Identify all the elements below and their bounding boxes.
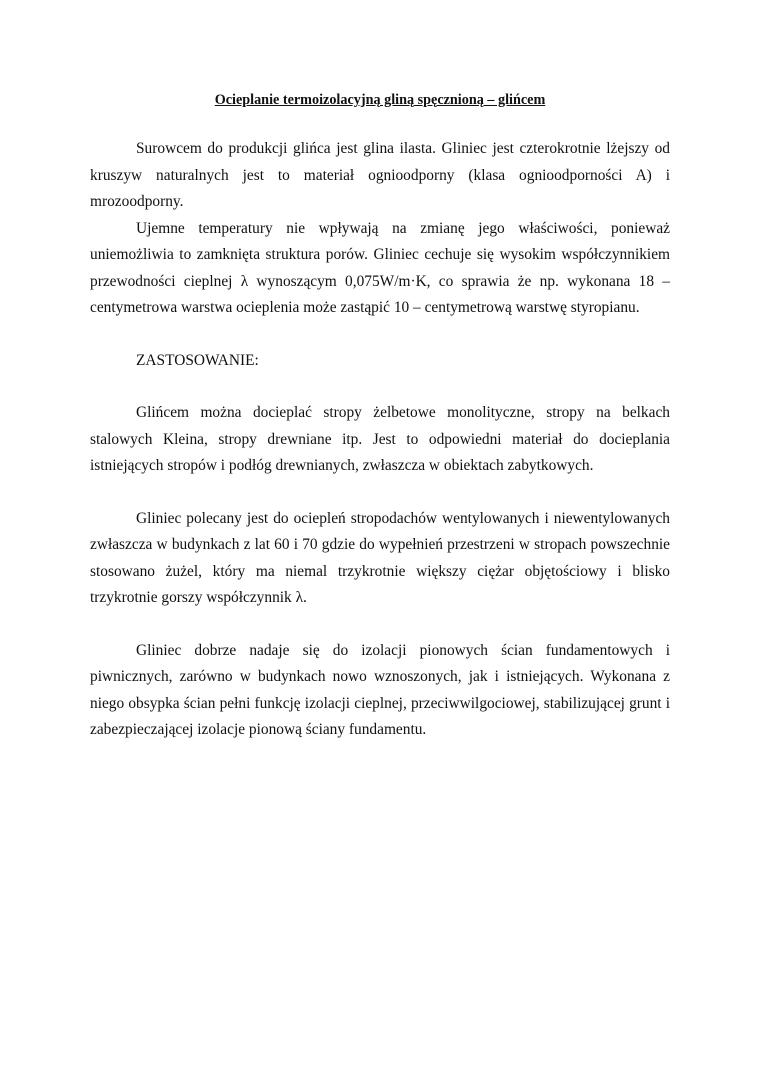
spacer [90, 480, 670, 506]
section-heading: ZASTOSOWANIE: [136, 351, 259, 369]
paragraph-roofs: Gliniec polecany jest do ociepleń stropodachów wentylowanych i niewentylowanych zwłaszcza w budynkach z lat 60 i 70 gdzie do wypełnień przestrzeni w stropach powszechnie stosowano żużel, który ma niemal trzykrotnie większy ciężar objętościowy i blisko trzykrotnie gorszy współczynnik λ. [90, 509, 670, 606]
spacer [90, 612, 670, 638]
page-title: Ocieplanie termoizolacyjną gliną spęcznioną – glińcem [214, 92, 546, 108]
paragraph-foundations: Gliniec dobrze nadaje się do izolacji pionowych ścian fundamentowych i piwnicznych, zarówno w budynkach nowo wznoszonych, jak i istniejących. Wykonana z niego obsypka ścian pełni funkcję izolacji cieplnej, przeciwwilgociowej, stabilizującej grunt i zabezpieczającej izolacje pionową ściany fundamentu. [90, 641, 670, 738]
paragraph-raw-material: Surowcem do produkcji glińca jest glina ilasta. Gliniec jest czterokrotnie lżejszy od kruszyw naturalnych jest to materiał ognioodporny (klasa ognioodporności A) i mrozoodporny. [90, 140, 670, 210]
spacer [90, 374, 670, 400]
document-body [90, 90, 670, 744]
paragraph-ceilings: Glińcem można docieplać stropy żelbetowe monolityczne, stropy na belkach stalowych Kleina, stropy drewniane itp. Jest to odpowiedni materiał do docieplania istniejących stropów i podłóg drewnianych, zwłaszcza w obiektach zabytkowych. [90, 404, 670, 474]
spacer [90, 322, 670, 348]
paragraph-properties: Ujemne temperatury nie wpływają na zmianę jego właściwości, ponieważ uniemożliwia to zamknięta struktura porów. Gliniec cechuje się wysokim współczynnikiem przewodności cieplnej λ wynoszącym 0,075W/m·K, co sprawia że np. wykonana 18 – centymetrowa warstwa ocieplenia może zastąpić 10 – centymetrową warstwę styropianu. [90, 219, 670, 316]
